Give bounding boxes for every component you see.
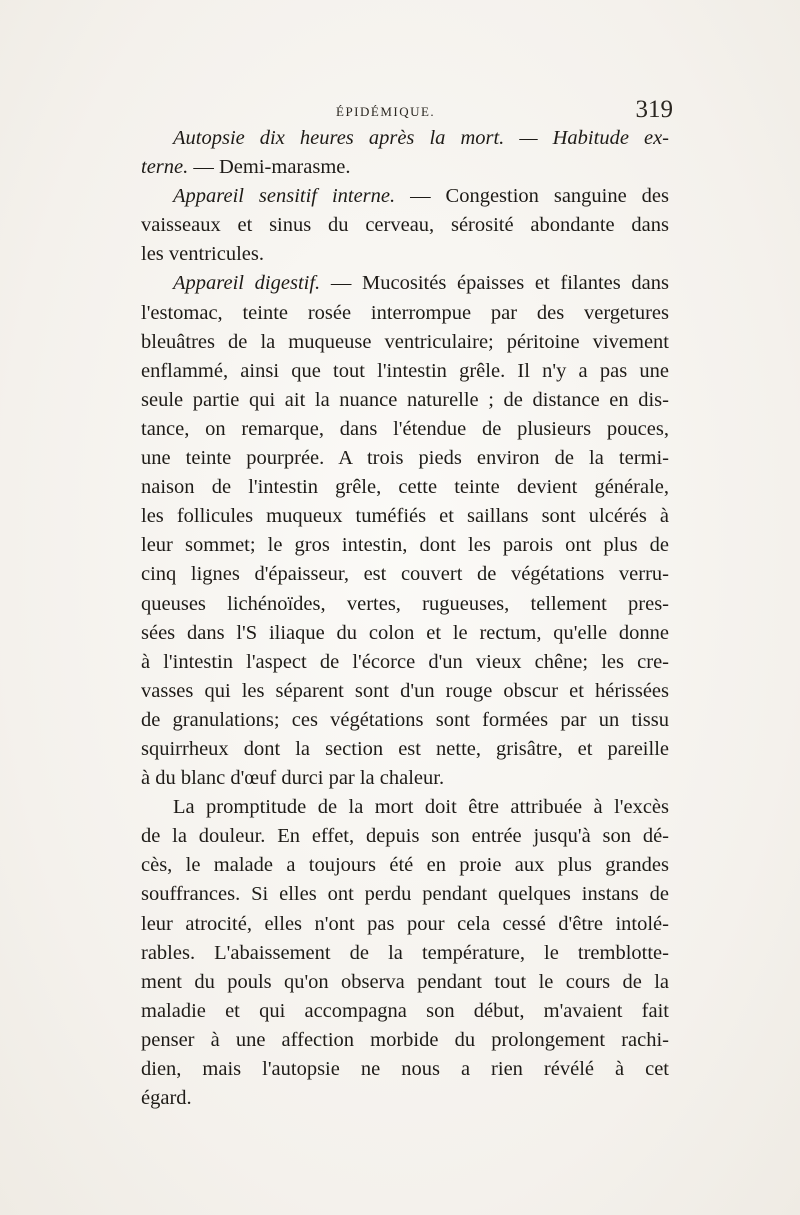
italic-text: terne. <box>141 156 189 179</box>
text-line <box>141 997 669 1026</box>
text-line <box>141 153 669 182</box>
text-segment: penser à une affection morbide du prolongement rachi- <box>141 1028 669 1051</box>
italic-text: Autopsie dix heures après la mort. — Habitude ex- <box>173 127 669 149</box>
text-segment: à l'intestin l'aspect de l'écorce d'un vieux chêne; les cre- <box>141 650 669 673</box>
text-line <box>141 764 669 793</box>
text-line <box>141 968 669 997</box>
text-line <box>141 619 669 648</box>
text-segment: les follicules muqueux tuméfiés et saillans sont ulcérés à <box>141 505 669 528</box>
text-line <box>141 124 669 153</box>
text-line <box>141 735 669 764</box>
text-segment: La promptitude de la mort doit être attribuée à l'excès <box>173 796 669 819</box>
text-line <box>141 473 669 502</box>
text-line <box>141 793 669 822</box>
text-segment: bleuâtres de la muqueuse ventriculaire; péritoine vivement <box>141 330 669 353</box>
text-line <box>141 1026 669 1055</box>
running-head: ÉPIDÉMIQUE. <box>336 104 436 119</box>
text-line <box>141 269 669 298</box>
text-line <box>141 444 669 473</box>
text-segment: cinq lignes d'épaisseur, est couvert de végétations verru- <box>141 563 669 586</box>
text-line <box>141 560 669 589</box>
text-line <box>141 211 669 240</box>
italic-text: Appareil digestif. <box>173 272 321 295</box>
text-line <box>141 706 669 735</box>
text-line <box>141 880 669 909</box>
text-line <box>141 357 669 386</box>
text-line <box>141 677 669 706</box>
text-segment: enflammé, ainsi que tout l'intestin grêle. Il n'y a pas une <box>141 359 669 382</box>
text-line <box>141 531 669 560</box>
body-text <box>141 124 669 1113</box>
text-segment: égard. <box>141 1087 192 1110</box>
text-segment: dien, mais l'autopsie ne nous a rien révélé à cet <box>141 1058 669 1080</box>
text-segment: à du blanc d'œuf durci par la chaleur. <box>141 767 445 790</box>
text-segment: sées dans l'S iliaque du colon et le rectum, qu'elle donne <box>141 621 669 644</box>
page-number: 319 <box>635 96 673 123</box>
text-segment: ment du pouls qu'on observa pendant tout le cours de la <box>141 970 669 993</box>
text-segment: l'estomac, teinte rosée interrompue par des vergetures <box>141 301 669 324</box>
text-line <box>141 240 669 269</box>
text-segment: une teinte pourprée. A trois pieds environ de la termi- <box>141 447 669 470</box>
text-line <box>141 328 669 357</box>
text-line <box>141 648 669 677</box>
text-line <box>141 939 669 968</box>
text-segment: cès, le malade a toujours été en proie aux plus grandes <box>141 854 669 877</box>
text-segment: les ventricules. <box>141 243 264 266</box>
page-header <box>141 96 673 124</box>
text-line <box>141 182 669 211</box>
text-line <box>141 415 669 444</box>
text-segment: vaisseaux et sinus du cerveau, sérosité abondante dans <box>141 214 669 237</box>
italic-text: Appareil sensitif interne. <box>173 185 396 208</box>
text-line <box>141 851 669 880</box>
text-segment: rables. L'abaissement de la température, le tremblotte- <box>141 941 669 964</box>
text-line <box>141 910 669 939</box>
text-segment: — Mucosités épaisses et filantes dans <box>320 272 669 295</box>
text-segment: seule partie qui ait la nuance naturelle ; de distance en dis- <box>141 388 669 411</box>
text-segment: naison de l'intestin grêle, cette teinte devient générale, <box>141 476 669 499</box>
text-segment: de granulations; ces végétations sont formées par un tissu <box>141 708 669 731</box>
text-segment: souffrances. Si elles ont perdu pendant quelques instans de <box>141 883 669 906</box>
text-line <box>141 590 669 619</box>
text-line <box>141 1055 669 1084</box>
text-line <box>141 299 669 328</box>
text-segment: tance, on remarque, dans l'étendue de plusieurs pouces, <box>141 417 669 440</box>
text-segment: queuses lichénoïdes, vertes, rugueuses, tellement pres- <box>141 592 669 615</box>
text-line <box>141 822 669 851</box>
text-segment: leur sommet; le gros intestin, dont les parois ont plus de <box>141 534 669 557</box>
text-segment: squirrheux dont la section est nette, grisâtre, et pareille <box>141 737 669 760</box>
text-segment: — Congestion sanguine des <box>395 185 669 208</box>
text-segment: vasses qui les séparent sont d'un rouge obscur et hérissées <box>141 679 669 702</box>
text-line <box>141 1084 669 1113</box>
text-segment: maladie et qui accompagna son début, m'avaient fait <box>141 999 669 1022</box>
text-segment: — Demi-marasme. <box>188 156 351 179</box>
text-segment: de la douleur. En effet, depuis son entrée jusqu'à son dé- <box>141 825 669 848</box>
text-segment: leur atrocité, elles n'ont pas pour cela cessé d'être intolé- <box>141 912 669 935</box>
text-line <box>141 386 669 415</box>
text-line <box>141 502 669 531</box>
